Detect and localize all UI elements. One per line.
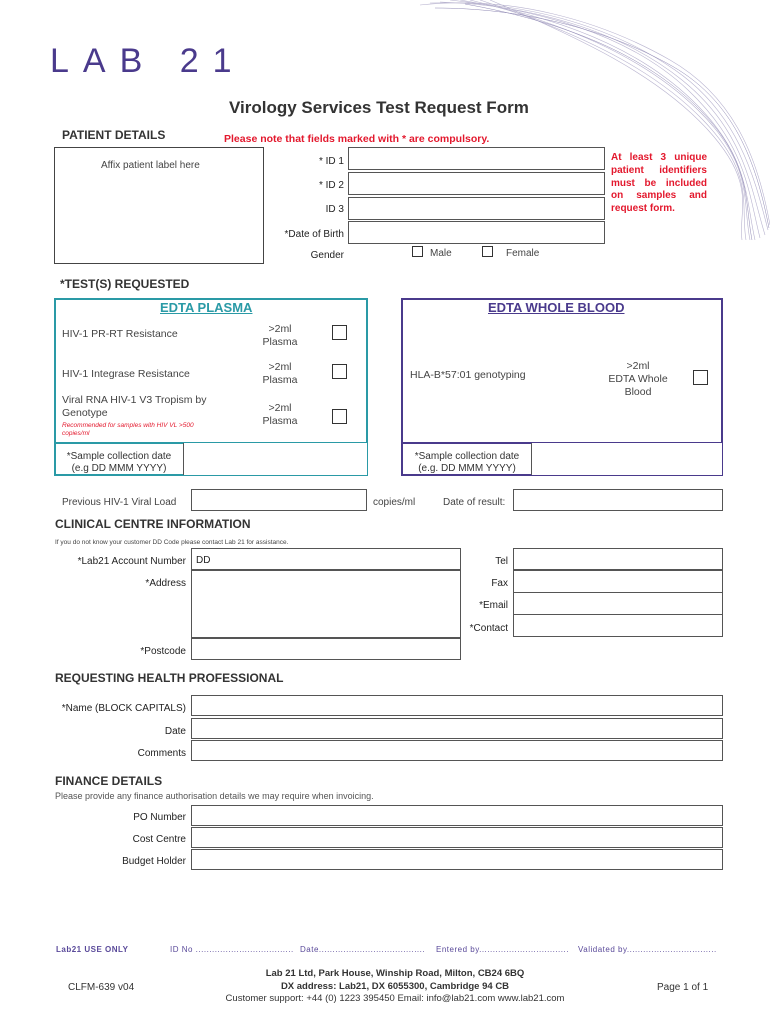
female-label: Female (506, 248, 540, 259)
male-label: Male (430, 248, 452, 259)
test-pr-rt-volume (250, 323, 310, 349)
address-line-2: DX address: Lab21, DX 6055300, Cambridge 94 CB (280, 980, 510, 992)
budget-holder-label: Budget Holder (122, 856, 186, 867)
tropism-note-line2: copies/ml (62, 430, 90, 437)
tropism-note (62, 422, 194, 438)
tropism-note-line1: Recommended for samples with HIV VL >500 (62, 422, 194, 429)
male-checkbox[interactable] (412, 246, 423, 257)
account-number-field[interactable] (191, 548, 461, 570)
id2-field[interactable] (348, 172, 605, 195)
footer-date: Date....................................... (300, 945, 426, 954)
professional-comments-field[interactable] (191, 740, 723, 761)
volume-amount: >2ml (268, 361, 292, 373)
postcode-label: *Postcode (140, 646, 186, 657)
test-integrase-checkbox[interactable] (332, 364, 347, 379)
test-pr-rt-checkbox[interactable] (332, 325, 347, 340)
edta-plasma-title: EDTA PLASMA (160, 300, 253, 315)
budget-holder-field[interactable] (191, 849, 723, 870)
viral-load-units: copies/ml (373, 497, 416, 508)
address-label: *Address (145, 578, 186, 589)
volume-type: Plasma (262, 415, 298, 427)
professional-name-label: *Name (BLOCK CAPITALS) (61, 703, 186, 714)
professional-heading: REQUESTING HEALTH PROFESSIONAL (55, 671, 284, 685)
test-pr-rt: HIV-1 PR-RT Resistance (62, 328, 178, 340)
edta-whole-blood-title: EDTA WHOLE BLOOD (488, 300, 625, 315)
id1-label: * ID 1 (318, 156, 344, 167)
compulsory-note: Please note that fields marked with * are compulsory. (224, 133, 490, 145)
volume-amount: >2ml (268, 323, 292, 335)
volume-type: Plasma (262, 374, 298, 386)
lab-use-only: Lab21 USE ONLY (56, 945, 129, 954)
cost-centre-label: Cost Centre (132, 834, 186, 845)
id1-field[interactable] (348, 147, 605, 170)
viral-load-field[interactable] (191, 489, 367, 511)
dob-field[interactable] (348, 221, 605, 244)
test-hla: HLA-B*57:01 genotyping (410, 369, 526, 381)
tel-field[interactable] (513, 548, 723, 570)
contact-field[interactable] (513, 614, 723, 637)
contact-label: *Contact (469, 623, 508, 634)
patient-label-placeholder: Affix patient label here (101, 160, 200, 171)
female-checkbox[interactable] (482, 246, 493, 257)
footer-entered-by: Entered by................................. (436, 945, 569, 954)
patient-details-heading: PATIENT DETAILS (62, 128, 166, 142)
test-integrase-volume (250, 361, 310, 387)
gender-label: Gender (310, 250, 344, 261)
blood-collection-date-label (404, 451, 530, 474)
volume-type-2: Blood (624, 386, 652, 398)
email-label: *Email (479, 600, 508, 611)
professional-date-field[interactable] (191, 718, 723, 739)
tests-requested-heading: *TEST(S) REQUESTED (60, 277, 190, 291)
customer-support: Customer support: +44 (0) 1223 395450 Email: info@lab21.com www.lab21.com (225, 993, 565, 1004)
test-tropism-line1: Viral RNA HIV-1 V3 Tropism by (62, 394, 207, 406)
identifiers-note: At least 3 unique patient identifiers must be included on samples and request form. (611, 152, 707, 215)
plasma-collection-date-field[interactable] (183, 443, 367, 475)
po-number-label: PO Number (133, 812, 186, 823)
account-number-label: *Lab21 Account Number (77, 556, 186, 567)
collection-label: *Sample collection date (414, 451, 520, 462)
footer-validated-by: Validated by................................. (578, 945, 717, 954)
finance-heading: FINANCE DETAILS (55, 774, 163, 788)
fax-label: Fax (491, 578, 508, 589)
viral-load-label: Previous HIV-1 Viral Load (62, 497, 177, 508)
tel-label: Tel (495, 556, 508, 567)
form-code: CLFM-639 v04 (68, 982, 135, 993)
lab21-logo: LAB 21 (50, 42, 246, 80)
professional-comments-label: Comments (137, 748, 186, 759)
collection-format: (e.g DD MMM YYYY) (71, 462, 167, 474)
blood-collection-date-field[interactable] (531, 443, 722, 475)
dob-label: *Date of Birth (284, 229, 344, 240)
finance-note: Please provide any finance authorisation details we may require when invoicing. (55, 791, 374, 801)
id3-label: ID 3 (325, 204, 344, 215)
professional-name-field[interactable] (191, 695, 723, 716)
id2-label: * ID 2 (318, 180, 344, 191)
professional-date-label: Date (164, 726, 186, 737)
id3-field[interactable] (348, 197, 605, 220)
collection-label: *Sample collection date (66, 451, 172, 462)
test-tropism-volume (250, 402, 310, 428)
fax-field[interactable] (513, 570, 723, 593)
volume-amount: >2ml (268, 402, 292, 414)
test-integrase: HIV-1 Integrase Resistance (62, 368, 190, 380)
test-hla-volume (596, 360, 680, 399)
company-address (200, 968, 590, 1006)
page-title: Virology Services Test Request Form (229, 98, 529, 117)
footer-id-no: ID No .................................... (170, 945, 294, 954)
address-line-1: Lab 21 Ltd, Park House, Winship Road, Milton, CB24 6BQ (265, 968, 525, 979)
page-number: Page 1 of 1 (657, 982, 709, 993)
postcode-field[interactable] (191, 638, 461, 660)
volume-type: Plasma (262, 336, 298, 348)
po-number-field[interactable] (191, 805, 723, 826)
email-field[interactable] (513, 592, 723, 615)
clinical-centre-heading: CLINICAL CENTRE INFORMATION (55, 517, 251, 531)
test-tropism-line2: Genotype (62, 407, 108, 419)
volume-type: EDTA Whole (608, 373, 668, 385)
volume-amount: >2ml (626, 360, 650, 372)
address-field[interactable] (191, 570, 461, 638)
test-tropism (62, 394, 207, 420)
date-of-result-label: Date of result: (443, 497, 506, 508)
plasma-collection-date-label (56, 451, 182, 474)
test-tropism-checkbox[interactable] (332, 409, 347, 424)
test-hla-checkbox[interactable] (693, 370, 708, 385)
date-of-result-field[interactable] (513, 489, 723, 511)
clinical-centre-note: If you do not know your customer DD Code please contact Lab 21 for assistance. (55, 539, 289, 546)
collection-format: (e.g. DD MMM YYYY) (418, 462, 516, 474)
cost-centre-field[interactable] (191, 827, 723, 848)
account-number-value: DD (196, 555, 211, 566)
